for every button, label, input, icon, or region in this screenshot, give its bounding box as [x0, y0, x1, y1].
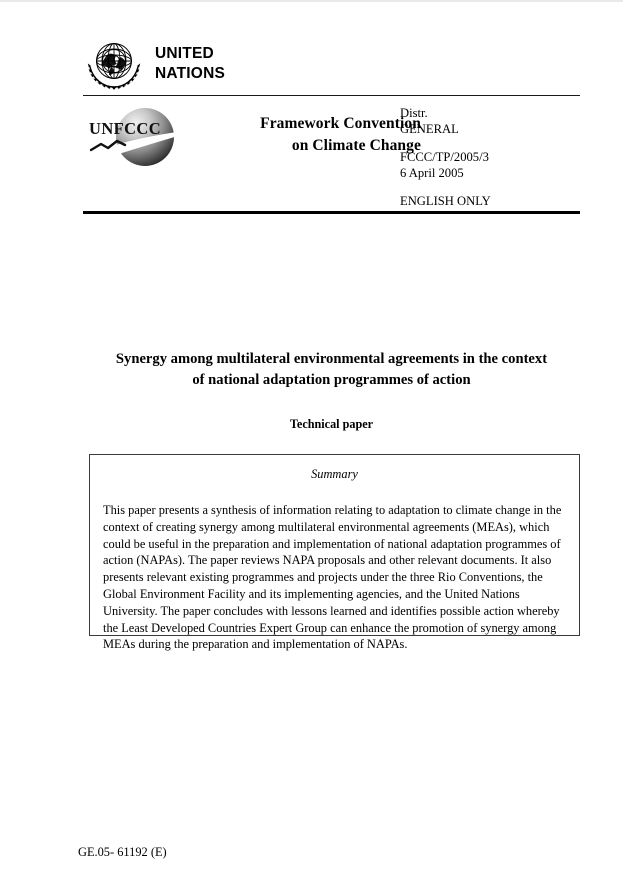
- convention-name-line2: on Climate Change: [291, 137, 421, 155]
- united-nations-header: [83, 36, 580, 92]
- document-symbol: FCCC/TP/2005/3: [400, 150, 489, 165]
- document-date: 6 April 2005: [400, 166, 464, 181]
- un-name-line1: UNITED: [155, 45, 214, 63]
- un-name-line2: NATIONS: [155, 65, 225, 82]
- document-language: ENGLISH ONLY: [400, 194, 491, 209]
- distr-spacer-1: [400, 137, 491, 149]
- title-line2: of national adaptation programmes of action: [192, 371, 471, 388]
- convention-band: [83, 96, 580, 209]
- document-subtitle: Technical paper: [289, 417, 374, 431]
- summary-body-text: This paper presents a synthesis of information relating to adaptation to climate change in the context of creating synergy among multilateral environmental agreements (MEAs), which could be useful in the preparation and implementation of national adaptation programmes of action (NAPAs). The paper reviews NAPA proposals and other relevant documents. It also presents relevant existing programmes and projects under the three Rio Conventions, the Global Environment Facility and its implementing agencies, and the United Nations University. The paper concludes with lessons learned and identifies possible action whereby the Least Developed Countries Expert Group can enhance the promotion of synergy among MEAs during the preparation and implementation of NAPAs.: [103, 503, 562, 652]
- summary-heading: Summary: [311, 467, 358, 481]
- distr-value: GENERAL: [400, 122, 459, 137]
- convention-wordmark: [171, 113, 421, 158]
- distr-label: Distr.: [400, 106, 428, 120]
- distribution-block: [400, 105, 491, 210]
- masthead-bottom-rule: [83, 211, 580, 214]
- convention-name-line1: Framework Convention: [260, 115, 421, 132]
- footer-reference: GE.05- 61192 (E): [78, 845, 167, 859]
- summary-box: [89, 454, 580, 652]
- united-nations-wordmark: [155, 44, 225, 84]
- un-globe-olive-branches-icon: [83, 37, 145, 91]
- masthead: [83, 36, 580, 209]
- title-line1: Synergy among multilateral environmental agreements in the context: [115, 351, 548, 367]
- distr-spacer-2: [400, 181, 491, 193]
- page-title: [83, 349, 580, 390]
- svg-text:UNFCCC: UNFCCC: [89, 119, 162, 138]
